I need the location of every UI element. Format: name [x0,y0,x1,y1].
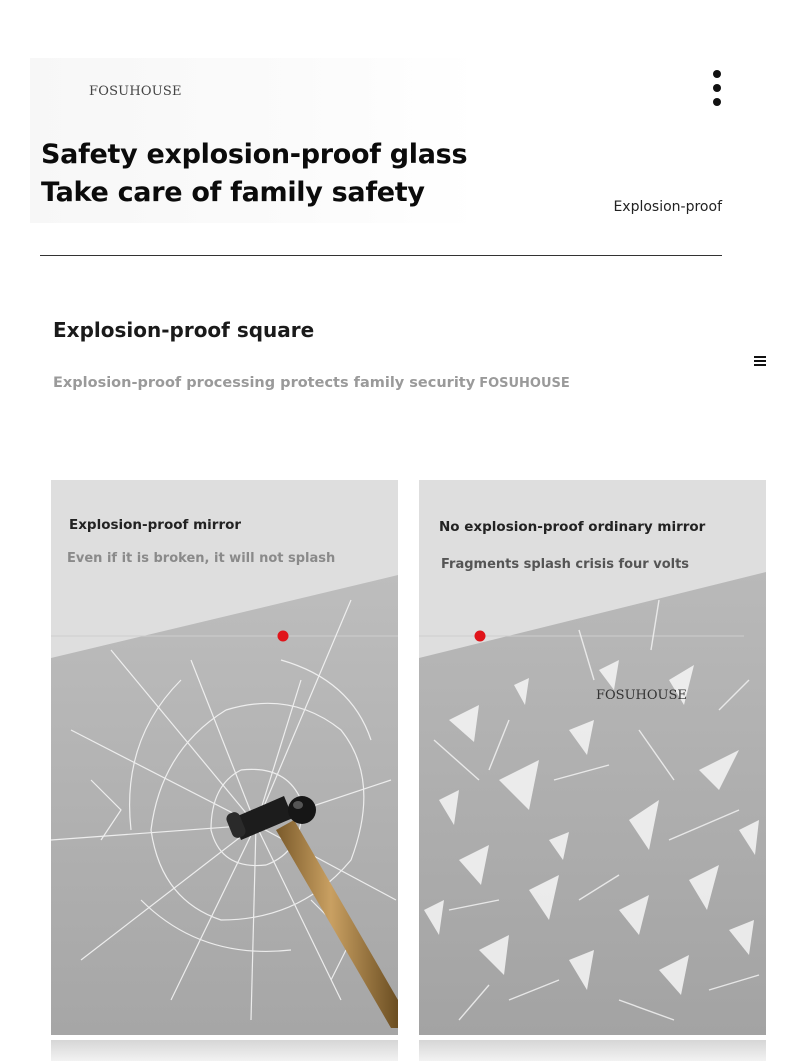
divider [40,255,722,256]
brand-logo: FOSUHOUSE [89,84,182,99]
impact-marker-right [475,631,486,642]
section-subtitle-brand: FOSUHOUSE [479,376,570,391]
section-subtitle [53,375,570,391]
more-vertical-icon[interactable] [710,70,724,116]
headline-line-1: Safety explosion-proof glass [41,139,468,170]
section-subtitle-text: Explosion-proof processing protects family security [53,375,476,391]
impact-marker-left [278,631,289,642]
bottom-strip-left [51,1040,398,1061]
menu-icon[interactable] [754,356,766,368]
headline-line-2: Take care of family safety [41,177,425,208]
section-title: Explosion-proof square [53,318,315,342]
page-headline [41,136,467,212]
right-panel-title: No explosion-proof ordinary mirror [439,519,706,535]
watermark-brand: FOSUHOUSE [596,688,687,703]
bottom-strip-right [419,1040,766,1061]
ordinary-mirror-panel [419,480,766,1035]
left-panel-title: Explosion-proof mirror [69,517,242,533]
explosion-proof-mirror-panel [51,480,398,1035]
right-panel-subtitle: Fragments splash crisis four volts [441,557,690,572]
explosion-proof-tag: Explosion-proof [613,199,722,215]
left-panel-subtitle: Even if it is broken, it will not splash [67,551,336,566]
